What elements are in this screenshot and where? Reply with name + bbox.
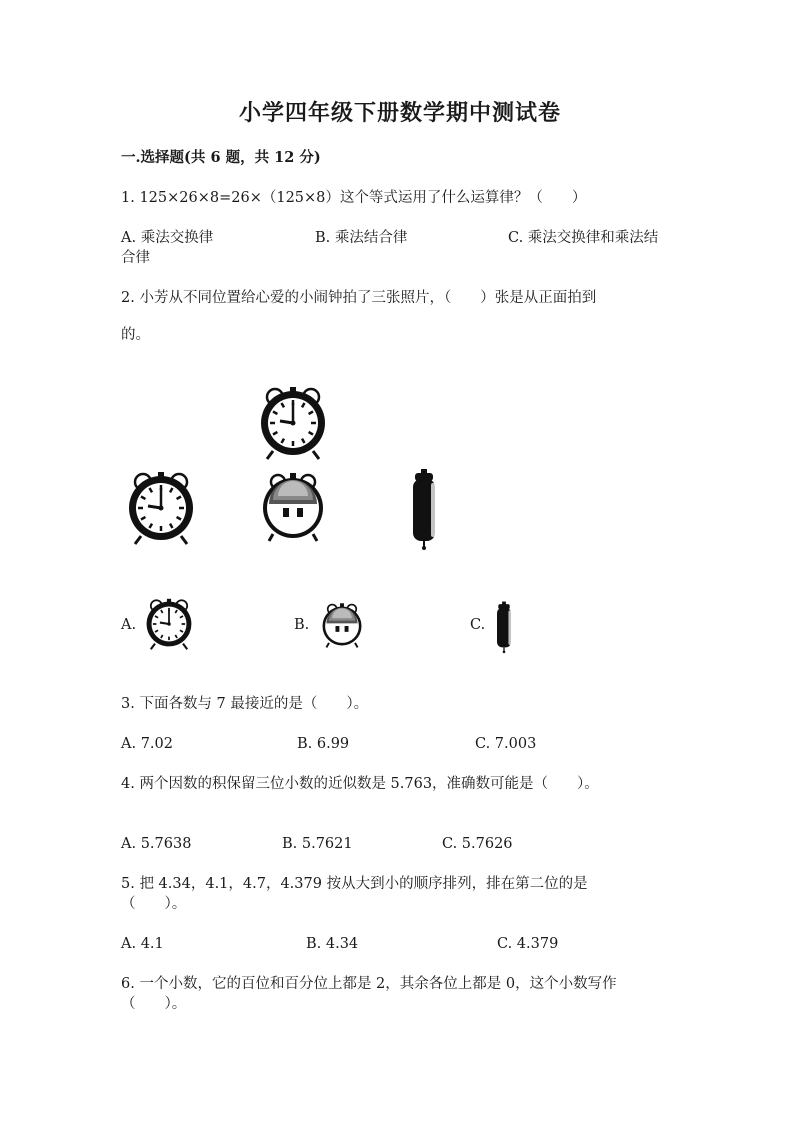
question-1-option-c-continued: 合律 (121, 250, 150, 266)
question-2-option-c[interactable]: C. (470, 617, 486, 633)
question-5-text: 5. 把 4.34，4.1，4.7，4.379 按从大到小的顺序排列，排在第二位的是 (121, 876, 588, 892)
option-a-clock-icon[interactable] (140, 596, 198, 652)
question-4-text: 4. 两个因数的积保留三位小数的近似数是 5.763，准确数可能是（ ）。 (121, 776, 599, 792)
question-2-option-a[interactable]: A. (121, 617, 137, 633)
question-1-option-a[interactable]: A. 乘法交换律 (121, 230, 214, 246)
question-3-option-c[interactable]: C. 7.003 (475, 736, 537, 752)
option-c-clock-icon[interactable] (490, 600, 518, 654)
question-1-option-b[interactable]: B. 乘法结合律 (315, 230, 408, 246)
page-title: 小学四年级下册数学期中测试卷 (238, 100, 561, 126)
question-1-option-c[interactable]: C. 乘法交换律和乘法结 (508, 230, 659, 246)
question-6-text: 6. 一个小数，它的百位和百分位上都是 2，其余各位上都是 0，这个小数写作 (121, 976, 617, 992)
question-4-option-a[interactable]: A. 5.7638 (121, 836, 192, 852)
question-5-option-c[interactable]: C. 4.379 (497, 936, 559, 952)
clock-back-view-image (253, 468, 333, 548)
question-2-text-continued: 的。 (121, 327, 150, 343)
question-5-option-b[interactable]: B. 4.34 (306, 936, 359, 952)
question-5-option-a[interactable]: A. 4.1 (121, 936, 164, 952)
clock-front-view-image (121, 468, 201, 548)
question-4-option-b[interactable]: B. 5.7621 (282, 836, 353, 852)
question-3-option-b[interactable]: B. 6.99 (297, 736, 350, 752)
question-3-text: 3. 下面各数与 7 最接近的是（ ）。 (121, 696, 369, 712)
clock-side-view-image (402, 468, 446, 550)
question-4-option-c[interactable]: C. 5.7626 (442, 836, 513, 852)
section-heading: 一.选择题(共 6 题，共 12 分) (121, 149, 321, 166)
question-2-option-b[interactable]: B. (294, 617, 310, 633)
clock-top-view-image (253, 383, 333, 463)
question-1-text: 1. 125×26×8=26×（125×8）这个等式运用了什么运算律？（ ） (121, 190, 587, 206)
question-6-text-continued: （ ）。 (121, 996, 187, 1012)
question-2-text: 2. 小芳从不同位置给心爱的小闹钟拍了三张照片，（ ）张是从正面拍到 (121, 290, 597, 306)
question-3-option-a[interactable]: A. 7.02 (121, 736, 173, 752)
question-5-text-continued: （ ）。 (121, 896, 187, 912)
option-b-clock-icon[interactable] (315, 600, 369, 652)
